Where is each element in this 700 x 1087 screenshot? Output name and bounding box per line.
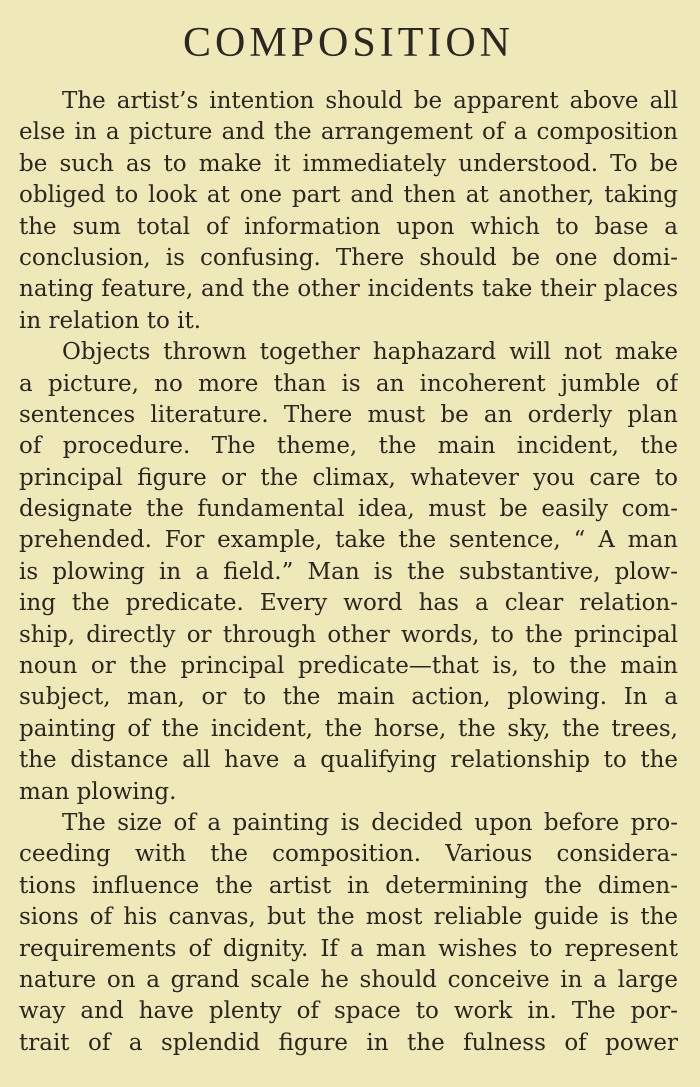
text-line: subject, man, or to the main action, plowing. In a: [19, 684, 678, 711]
text-line: be such as to make it immediately understood. To be: [19, 150, 678, 177]
text-line: a picture, no more than is an incoherent jumble of: [19, 370, 678, 397]
paragraph-1: [19, 86, 678, 337]
paragraph-3: [19, 808, 678, 1059]
text-line: nature on a grand scale he should conceive in a large: [19, 966, 678, 993]
text-line: The size of a painting is decided upon before pro-: [62, 809, 678, 836]
text-line: painting of the incident, the horse, the sky, the trees,: [19, 715, 678, 742]
text-line: is plowing in a field.” Man is the substantive, plow-: [19, 558, 678, 585]
paragraph-2: [19, 337, 678, 808]
text-line: ing the predicate. Every word has a clear relation-: [19, 590, 678, 617]
text-line: conclusion, is confusing. There should be one domi-: [19, 244, 678, 271]
text-line: man plowing.: [19, 778, 177, 805]
text-line: requirements of dignity. If a man wishes to represent: [19, 935, 678, 962]
text-line: prehended. For example, take the sentence, “ A man: [19, 527, 678, 554]
text-line: noun or the principal predicate—that is, to the main: [19, 653, 678, 680]
text-line: else in a picture and the arrangement of a composition: [19, 119, 678, 146]
text-line: designate the fundamental idea, must be easily com-: [19, 496, 678, 523]
page-title: COMPOSITION: [182, 20, 515, 66]
body-text: [19, 86, 678, 1059]
text-line: ship, directly or through other words, to the principal: [19, 621, 678, 648]
text-line: way and have plenty of space to work in. The por-: [19, 998, 678, 1025]
book-page: [0, 18, 700, 1087]
text-line: The artist’s intention should be apparent above all: [62, 88, 678, 114]
text-line: trait of a splendid figure in the fulness of power: [19, 1029, 678, 1056]
text-line: sentences literature. There must be an orderly plan: [19, 401, 678, 428]
text-line: in relation to it.: [19, 307, 202, 334]
text-line: of procedure. The theme, the main incident, the: [19, 433, 678, 460]
text-line: Objects thrown together haphazard will not make: [62, 339, 678, 366]
text-line: the sum total of information upon which to base a: [19, 213, 678, 240]
text-line: obliged to look at one part and then at another, taking: [19, 182, 678, 209]
text-line: nating feature, and the other incidents take their places: [19, 276, 678, 303]
text-line: tions influence the artist in determining the dimen-: [19, 872, 678, 899]
text-line: principal figure or the climax, whatever you care to: [19, 464, 678, 491]
text-line: sions of his canvas, but the most reliable guide is the: [19, 904, 678, 931]
text-line: the distance all have a qualifying relationship to the: [19, 747, 678, 774]
text-line: ceeding with the composition. Various considera-: [19, 841, 678, 868]
